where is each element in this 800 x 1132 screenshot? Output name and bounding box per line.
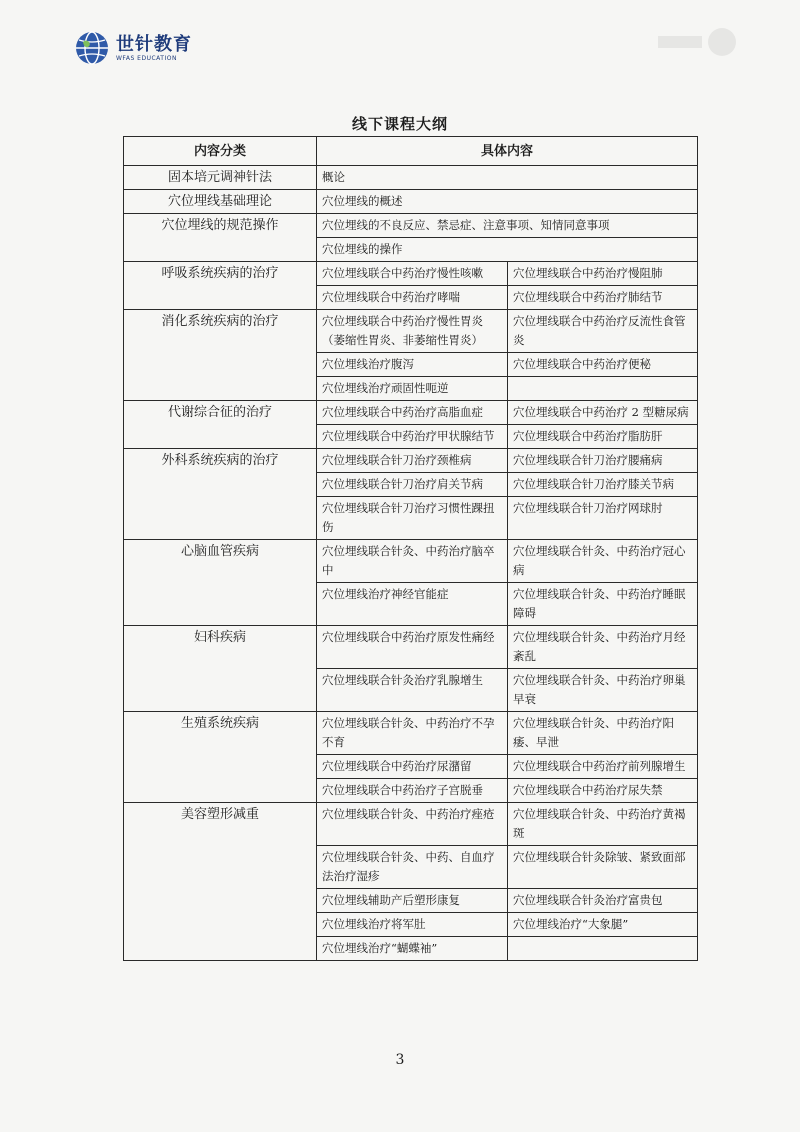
category-cell: 穴位埋线的规范操作 [124,214,317,262]
empty-cell [508,377,698,401]
table-row [124,214,698,238]
content-cell: 穴位埋线联合中药治疗原发性痛经 [317,626,508,669]
content-cell: 穴位埋线的概述 [317,190,698,214]
category-cell: 固本培元调神针法 [124,166,317,190]
content-cell: 穴位埋线联合针刀治疗习惯性踝扭伤 [317,497,508,540]
content-cell: 穴位埋线联合针灸、中药治疗痤疮 [317,803,508,846]
content-cell: 穴位埋线联合中药治疗慢性胃炎（萎缩性胃炎、非萎缩性胃炎） [317,310,508,353]
content-cell: 穴位埋线的操作 [317,238,698,262]
table-row [124,712,698,755]
content-cell: 穴位埋线治疗神经官能症 [317,583,508,626]
category-cell: 外科系统疾病的治疗 [124,449,317,540]
header-category: 内容分类 [124,137,317,166]
content-cell: 穴位埋线治疗腹泻 [317,353,508,377]
content-cell: 穴位埋线治疗顽固性呃逆 [317,377,508,401]
page-number: 3 [395,1052,405,1068]
category-cell: 消化系统疾病的治疗 [124,310,317,401]
content-cell: 穴位埋线联合中药治疗反流性食管炎 [508,310,698,353]
category-cell: 妇科疾病 [124,626,317,712]
content-cell: 穴位埋线联合中药治疗肺结节 [508,286,698,310]
content-cell: 穴位埋线联合针灸治疗乳腺增生 [317,669,508,712]
page-title: 线下课程大纲 [351,115,448,133]
content-cell: 穴位埋线联合针灸、中药、自血疗法治疗湿疹 [317,846,508,889]
content-cell: 穴位埋线联合针刀治疗膝关节病 [508,473,698,497]
content-cell: 穴位埋线联合针灸、中药治疗卵巢早衰 [508,669,698,712]
content-cell: 穴位埋线联合针灸治疗富贵包 [508,889,698,913]
content-cell: 穴位埋线联合针刀治疗网球肘 [508,497,698,540]
course-outline-table [123,136,698,961]
brand-logo [74,30,192,66]
content-cell: 穴位埋线联合针灸、中药治疗脑卒中 [317,540,508,583]
logo-chinese-name: 世针教育 [116,33,192,55]
content-cell: 穴位埋线治疗“蝴蝶袖” [317,937,508,961]
content-cell: 穴位埋线联合中药治疗哮喘 [317,286,508,310]
table-header-row [124,137,698,166]
category-cell: 穴位埋线基础理论 [124,190,317,214]
content-cell: 穴位埋线的不良反应、禁忌症、注意事项、知情同意事项 [317,214,698,238]
category-cell: 代谢综合征的治疗 [124,401,317,449]
content-cell: 穴位埋线联合针灸、中药治疗冠心病 [508,540,698,583]
content-cell: 穴位埋线联合针灸、中药治疗不孕不育 [317,712,508,755]
content-cell: 穴位埋线联合针灸、中药治疗睡眠障碍 [508,583,698,626]
content-cell: 穴位埋线联合中药治疗尿潴留 [317,755,508,779]
content-cell: 穴位埋线联合针刀治疗肩关节病 [317,473,508,497]
content-cell: 穴位埋线治疗“大象腿” [508,913,698,937]
content-cell: 穴位埋线联合中药治疗甲状腺结节 [317,425,508,449]
content-cell: 穴位埋线联合针刀治疗颈椎病 [317,449,508,473]
table-row [124,166,698,190]
content-cell: 穴位埋线联合中药治疗便秘 [508,353,698,377]
category-cell: 生殖系统疾病 [124,712,317,803]
table-row [124,626,698,669]
content-cell: 穴位埋线治疗将军肚 [317,913,508,937]
globe-icon [74,30,110,66]
table-row [124,310,698,353]
content-cell: 概论 [317,166,698,190]
logo-english-name: WFAS EDUCATION [116,54,177,62]
content-cell: 穴位埋线联合针灸除皱、紧致面部 [508,846,698,889]
content-cell: 穴位埋线辅助产后塑形康复 [317,889,508,913]
content-cell: 穴位埋线联合针刀治疗腰痛病 [508,449,698,473]
content-cell: 穴位埋线联合中药治疗前列腺增生 [508,755,698,779]
category-cell: 美容塑形减重 [124,803,317,961]
content-cell: 穴位埋线联合中药治疗慢性咳嗽 [317,262,508,286]
empty-cell [508,937,698,961]
watermark-shape [658,24,738,60]
category-cell: 呼吸系统疾病的治疗 [124,262,317,310]
category-cell: 心脑血管疾病 [124,540,317,626]
header-content: 具体内容 [317,137,698,166]
content-cell: 穴位埋线联合中药治疗高脂血症 [317,401,508,425]
table-row [124,540,698,583]
content-cell: 穴位埋线联合中药治疗慢阻肺 [508,262,698,286]
content-cell: 穴位埋线联合中药治疗 2 型糖尿病 [508,401,698,425]
content-cell: 穴位埋线联合针灸、中药治疗月经紊乱 [508,626,698,669]
table-row [124,262,698,286]
table-row [124,190,698,214]
content-cell: 穴位埋线联合中药治疗子宫脱垂 [317,779,508,803]
table-row [124,803,698,846]
content-cell: 穴位埋线联合针灸、中药治疗阳痿、早泄 [508,712,698,755]
table-row [124,449,698,473]
table-row [124,401,698,425]
content-cell: 穴位埋线联合中药治疗脂肪肝 [508,425,698,449]
content-cell: 穴位埋线联合中药治疗尿失禁 [508,779,698,803]
content-cell: 穴位埋线联合针灸、中药治疗黄褐斑 [508,803,698,846]
